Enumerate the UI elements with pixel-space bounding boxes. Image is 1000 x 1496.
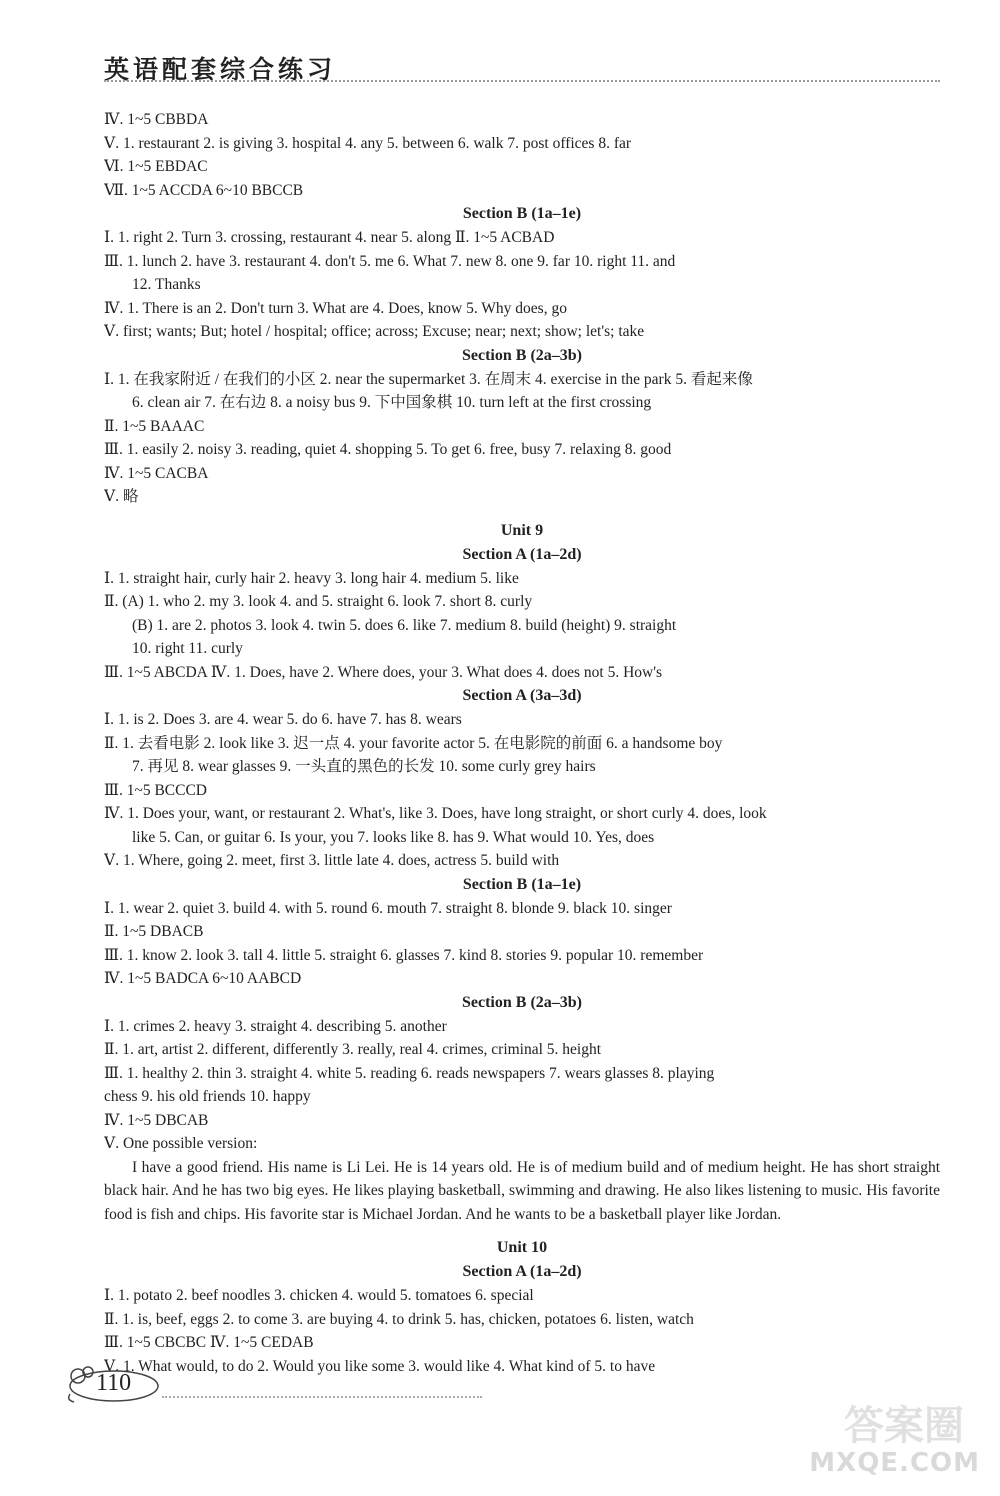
- answer-line: Ⅲ. 1. know 2. look 3. tall 4. little 5. straight 6. glasses 7. kind 8. stories 9. popular 10. remember: [104, 946, 704, 964]
- answer-line: like 5. Can, or guitar 6. Is your, you 7. looks like 8. has 9. What would 10. Yes, does: [132, 828, 655, 846]
- answer-line: Ⅵ. 1~5 EBDAC: [104, 158, 208, 175]
- answer-line: Ⅱ. (A) 1. who 2. my 3. look 4. and 5. straight 6. look 7. short 8. curly: [104, 593, 533, 610]
- answer-line: Ⅳ. 1~5 CBBDA: [104, 111, 209, 128]
- sample-essay-paragraph: I have a good friend. His name is Li Lei. He is 14 years old. He is of medium build and of medium height. He has short straight black hair. And he has two big eyes. He likes playing basketball, swimming and drawing. He also likes listening to music. His favorite food is fish and chips. His favorite star is Michael Jordan. And he wants to be a basketball player like Jordan.: [104, 1158, 940, 1223]
- answer-line: Ⅱ. 1~5 DBACB: [104, 923, 204, 940]
- page-header-title: 英语配套综合练习: [104, 55, 337, 84]
- answer-line: Ⅴ. first; wants; But; hotel / hospital; office; across; Excuse; near; next; show; let's; take: [104, 323, 645, 340]
- section-heading: Section A (3a–3d): [462, 687, 582, 704]
- header-divider: [104, 80, 940, 82]
- answer-line: Ⅱ. 1~5 BAAAC: [104, 417, 205, 435]
- answer-line: Ⅱ. 1. is, beef, eggs 2. to come 3. are buying 4. to drink 5. has, chicken, potatoes 6. listen, watch: [104, 1310, 694, 1328]
- answer-line: Ⅲ. 1. easily 2. noisy 3. reading, quiet 4. shopping 5. To get 6. free, busy 7. relaxing 8. good: [104, 441, 672, 458]
- answer-line: Ⅴ. 1. What would, to do 2. Would you like some 3. would like 4. What kind of 5. to have: [104, 1357, 656, 1375]
- answer-line: chess 9. his old friends 10. happy: [104, 1088, 311, 1105]
- answer-line: Ⅰ. 1. wear 2. quiet 3. build 4. with 5. round 6. mouth 7. straight 8. blonde 9. black 10. singer: [104, 899, 672, 917]
- section-heading: Section A (1a–2d): [462, 1263, 582, 1280]
- watermark: [780, 1394, 980, 1478]
- answer-line: Ⅱ. 1. 去看电影 2. look like 3. 迟一点 4. your favorite actor 5. 在电影院的前面 6. a handsome boy: [104, 734, 723, 752]
- answer-line: 6. clean air 7. 在右边 8. a noisy bus 9. 下中国象棋 10. turn left at the first crossing: [132, 394, 652, 411]
- page-number-badge: [62, 1364, 162, 1404]
- answer-line: 7. 再见 8. wear glasses 9. 一头直的黑色的长发 10. some curly grey hairs: [132, 758, 596, 775]
- answer-line: Ⅳ. 1~5 CACBA: [104, 464, 209, 482]
- unit-heading: Unit 10: [496, 1239, 548, 1256]
- answer-line: Ⅰ. 1. potato 2. beef noodles 3. chicken 4. would 5. tomatoes 6. special: [104, 1287, 534, 1304]
- answer-line: Ⅴ. 1. Where, going 2. meet, first 3. little late 4. does, actress 5. build with: [104, 852, 560, 869]
- answer-line: (B) 1. are 2. photos 3. look 4. twin 5. does 6. like 7. medium 8. build (height) 9. straight: [132, 616, 677, 634]
- answer-line: Ⅰ. 1. crimes 2. heavy 3. straight 4. describing 5. another: [104, 1017, 447, 1035]
- answer-line: Ⅴ. One possible version:: [104, 1135, 258, 1152]
- answer-line: Ⅱ. 1. art, artist 2. different, differently 3. really, real 4. crimes, criminal 5. height: [104, 1041, 602, 1058]
- watermark-logo: 答案圈: [844, 1403, 964, 1449]
- answer-line: Ⅲ. 1. lunch 2. have 3. restaurant 4. don't 5. me 6. What 7. new 8. one 9. far 10. right 11. and: [104, 252, 676, 270]
- answer-line: Ⅲ. 1~5 ABCDA Ⅳ. 1. Does, have 2. Where does, your 3. What does 4. does not 5. How's: [104, 663, 663, 681]
- answer-content: [104, 108, 940, 1378]
- answer-line: Ⅳ. 1. There is an 2. Don't turn 3. What are 4. Does, know 5. Why does, go: [104, 299, 567, 317]
- answer-line: Ⅴ. 1. restaurant 2. is giving 3. hospital 4. any 5. between 6. walk 7. post offices 8. far: [104, 134, 632, 152]
- answer-line: Ⅰ. 1. 在我家附近 / 在我们的小区 2. near the supermarket 3. 在周末 4. exercise in the park 5. 看起来像: [104, 370, 753, 388]
- answer-line: Ⅲ. 1~5 CBCBC Ⅳ. 1~5 CEDAB: [104, 1334, 314, 1351]
- answer-line: Ⅴ. 略: [104, 488, 139, 505]
- section-heading: Section B (2a–3b): [462, 346, 582, 364]
- answer-line: Ⅳ. 1. Does your, want, or restaurant 2. What's, like 3. Does, have long straight, or short curly 4. does, look: [104, 805, 767, 822]
- answer-line: Ⅲ. 1~5 BCCCD: [104, 781, 208, 799]
- answer-line: Ⅳ. 1~5 BADCA 6~10 AABCD: [104, 970, 302, 987]
- answer-line: 12. Thanks: [132, 276, 201, 293]
- page-number: 110: [96, 1370, 132, 1396]
- section-heading: Section A (1a–2d): [462, 545, 582, 563]
- section-heading: Section B (1a–1e): [462, 205, 582, 222]
- answer-line: Ⅰ. 1. is 2. Does 3. are 4. wear 5. do 6. have 7. has 8. wears: [104, 711, 462, 728]
- answer-line: Ⅶ. 1~5 ACCDA 6~10 BBCCB: [104, 181, 304, 199]
- page-footer: [62, 1364, 442, 1404]
- answer-line: Ⅰ. 1. straight hair, curly hair 2. heavy 3. long hair 4. medium 5. like: [104, 569, 519, 587]
- watermark-text: MXQE.COM: [809, 1448, 980, 1478]
- unit-heading: Unit 9: [500, 521, 544, 539]
- section-heading: Section B (2a–3b): [462, 993, 582, 1011]
- answer-line: Ⅳ. 1~5 DBCAB: [104, 1111, 209, 1129]
- section-heading: Section B (1a–1e): [462, 875, 582, 893]
- answer-line: Ⅲ. 1. healthy 2. thin 3. straight 4. white 5. reading 6. reads newspapers 7. wears glasses 8. playing: [104, 1064, 715, 1082]
- footer-divider: [162, 1396, 482, 1398]
- answer-line: Ⅰ. 1. right 2. Turn 3. crossing, restaurant 4. near 5. along Ⅱ. 1~5 ACBAD: [104, 229, 555, 246]
- answer-line: 10. right 11. curly: [132, 640, 243, 657]
